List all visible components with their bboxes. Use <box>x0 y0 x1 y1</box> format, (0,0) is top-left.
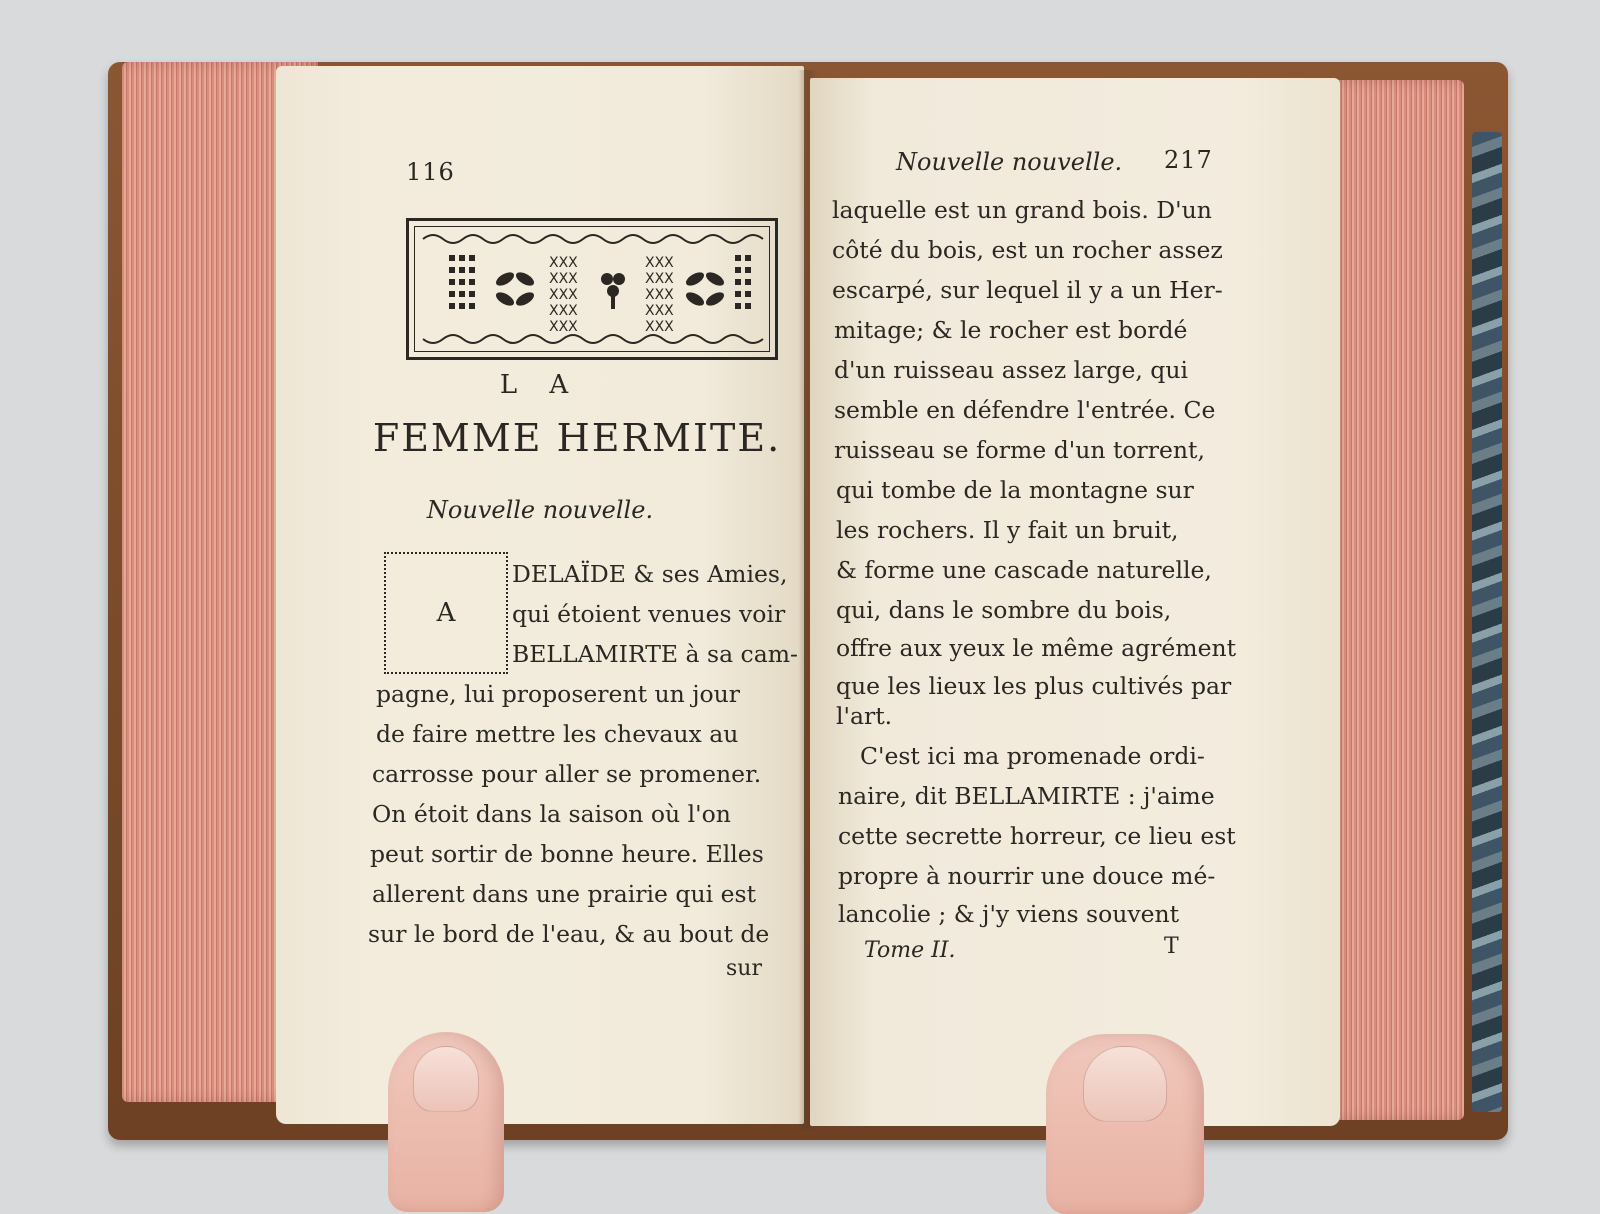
text-line: C'est ici ma promenade ordi- <box>860 742 1205 770</box>
text-line: les rochers. Il y fait un bruit, <box>836 516 1179 544</box>
text-line: On étoit dans la saison où l'on <box>372 800 731 828</box>
text-line: allerent dans une prairie qui est <box>372 880 757 908</box>
right-thumb <box>1046 1034 1204 1214</box>
text-line: semble en défendre l'entrée. Ce <box>834 396 1216 424</box>
gathering-letter: T <box>1164 934 1179 959</box>
text-line: BELLAMIRTE à sa cam- <box>512 640 798 668</box>
text-line: peut sortir de bonne heure. Elles <box>370 840 764 868</box>
drop-cap-letter: A <box>436 598 456 628</box>
thumbnail-left <box>413 1046 479 1112</box>
svg-text:XXX: XXX <box>645 319 674 335</box>
svg-text:XXX: XXX <box>549 271 578 287</box>
svg-text:XXX: XXX <box>549 303 578 319</box>
text-line: l'art. <box>836 702 893 730</box>
text-line: cette secrette horreur, ce lieu est <box>838 822 1236 850</box>
chapter-title: FEMME HERMITE. <box>372 416 782 460</box>
text-line: que les lieux les plus cultivés par <box>836 672 1232 700</box>
text-line: lancolie ; & j'y viens souvent <box>838 900 1180 928</box>
svg-text:XXX: XXX <box>549 319 578 335</box>
svg-text:XXX: XXX <box>549 287 578 303</box>
text-line: naire, dit BELLAMIRTE : j'aime <box>838 782 1215 810</box>
text-line: ruisseau se forme d'un torrent, <box>834 436 1205 464</box>
svg-text:XXX: XXX <box>645 255 674 271</box>
text-line: offre aux yeux le même agrément <box>836 634 1237 662</box>
text-line: sur le bord de l'eau, & au bout de <box>368 920 770 948</box>
marbled-endpaper <box>1472 132 1502 1112</box>
text-line: pagne, lui proposerent un jour <box>376 680 741 708</box>
svg-text:XXX: XXX <box>549 255 578 271</box>
text-line: escarpé, sur lequel il y a un Her- <box>832 276 1223 304</box>
text-line: DELAÏDE & ses Amies, <box>512 560 788 588</box>
page-number-right: 217 <box>1164 146 1213 174</box>
running-head: Nouvelle nouvelle. <box>896 148 1123 176</box>
text-line: mitage; & le rocher est bordé <box>834 316 1188 344</box>
page-number-left: 116 <box>406 158 455 186</box>
headpiece-ornament-icon <box>409 221 775 357</box>
chapter-subtitle: Nouvelle nouvelle. <box>426 496 654 524</box>
left-thumb <box>388 1032 504 1212</box>
page-edges-right <box>1326 80 1464 1120</box>
text-line: qui étoient venues voir <box>512 600 786 628</box>
left-page <box>276 66 804 1124</box>
chapter-heading-article: L A <box>499 370 581 400</box>
text-line: carrosse pour aller se promener. <box>372 760 762 788</box>
thumbnail-right <box>1083 1046 1167 1122</box>
signature-mark: Tome II. <box>864 938 956 963</box>
text-line: laquelle est un grand bois. D'un <box>832 196 1212 224</box>
text-line: de faire mettre les chevaux au <box>376 720 739 748</box>
svg-text:XXX: XXX <box>645 303 674 319</box>
decorated-initial <box>384 552 508 674</box>
svg-text:XXX: XXX <box>645 287 674 303</box>
ornamental-headpiece <box>406 218 778 360</box>
text-line: propre à nourrir une douce mé- <box>838 862 1216 890</box>
text-line: d'un ruisseau assez large, qui <box>834 356 1189 384</box>
text-line: côté du bois, est un rocher assez <box>832 236 1223 264</box>
text-line: & forme une cascade naturelle, <box>836 556 1212 584</box>
catchword: sur <box>726 956 762 981</box>
svg-text:XXX: XXX <box>645 271 674 287</box>
text-line: qui tombe de la montagne sur <box>836 476 1194 504</box>
text-line: qui, dans le sombre du bois, <box>836 596 1172 624</box>
right-page <box>810 78 1340 1126</box>
